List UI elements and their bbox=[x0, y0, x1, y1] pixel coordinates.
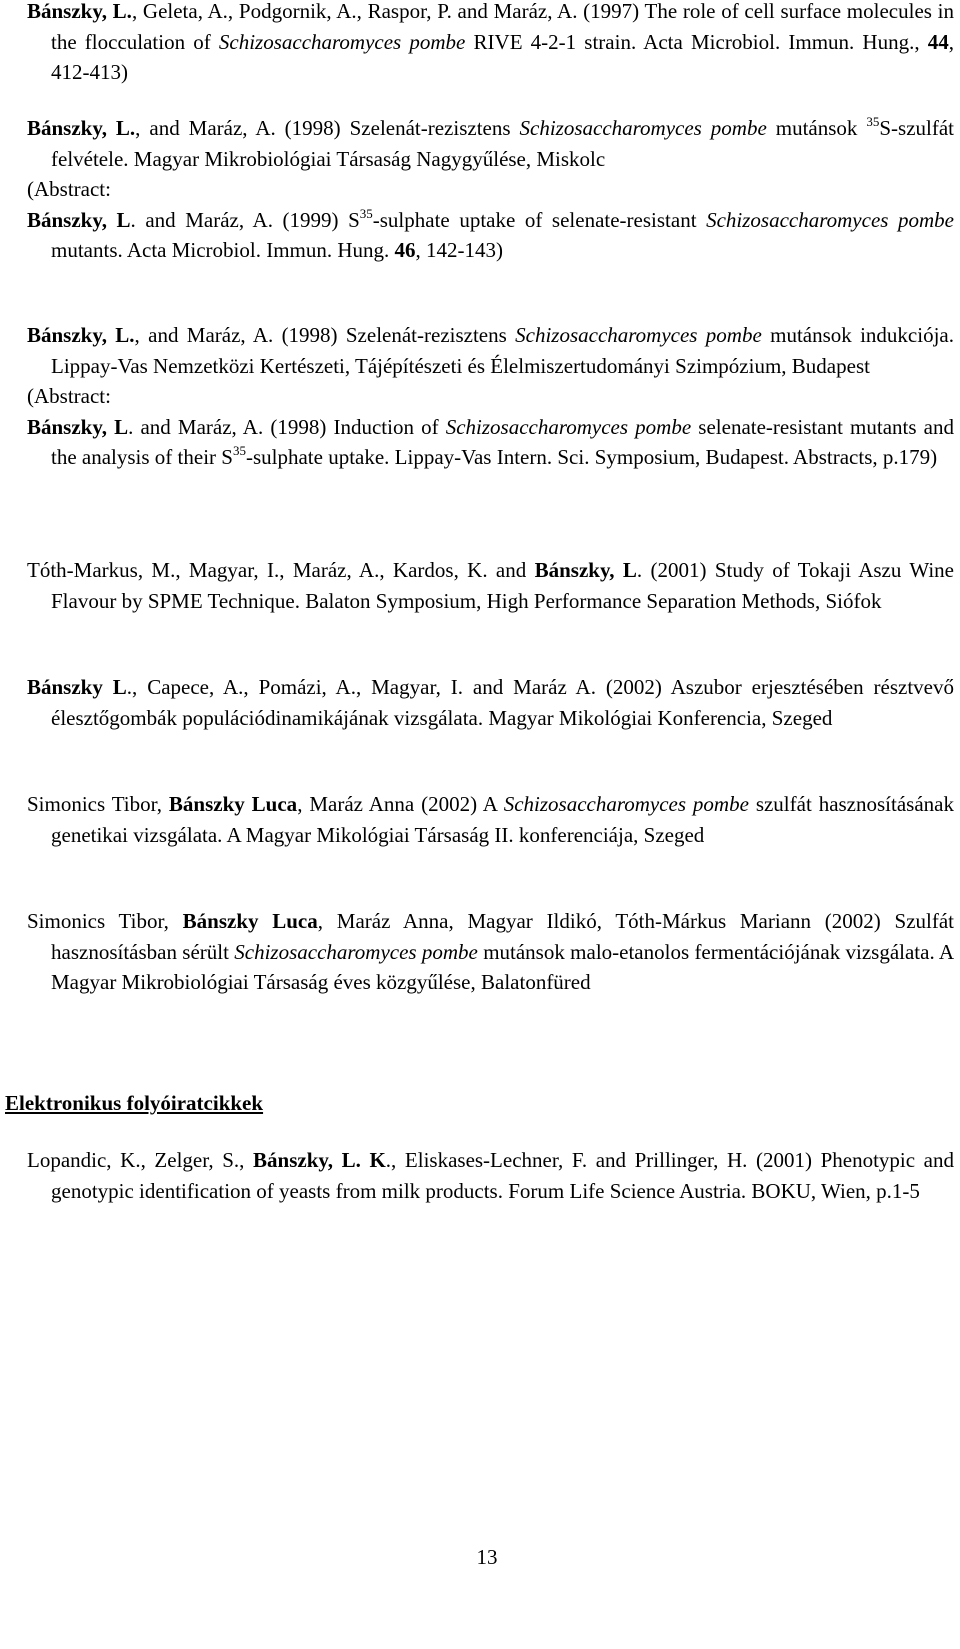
reference-7: Simonics Tibor, Bánszky Luca, Maráz Anna, Magyar Ildikó, Tóth-Márkus Mariann (2002) Szulfát hasznosításban sérült Schizosaccharomyces pombe mutánsok malo-etanolos fermentációjának vizsgálata. A Magyar Mikrobiológiai Társaság éves közgyűlése, Balatonfüred bbox=[27, 909, 955, 994]
abstract-label: (Abstract: bbox=[27, 384, 111, 408]
section-heading: Elektronikus folyóiratcikkek bbox=[5, 1091, 264, 1115]
abstract-label: (Abstract: bbox=[27, 177, 111, 201]
reference-3: Bánszky, L., and Maráz, A. (1998) Szelenát-rezisztens Schizosaccharomyces pombe mutánsok indukciója. Lippay-Vas Nemzetközi Kertészeti, Tájépítészeti és Élelmiszertudományi Szimpózium, Budapest (Abstract: Bánszky, L. and Maráz, A. (1998) Induction of Schizosaccharomyces pombe selenate-resistant mutants and the analysis of their $S^{35}$-sulphate uptake. Lippay-Vas Intern. Sci. Symposium, Budapest. Abstracts, p.179) bbox=[27, 320, 954, 473]
reference-5: Bánszky L., Capece, A., Pomázi, A., Magyar, I. and Maráz A. (2002) Aszubor erjesztésében résztvevő élesztőgombák populációdinamikájának vizsgálata. Magyar Mikológiai Konferencia, Szeged bbox=[27, 675, 954, 730]
reference-4: Tóth-Markus, M., Magyar, I., Maráz, A., Kardos, K. and Bánszky, L. (2001) Study of Tokaji Aszu Wine Flavour by SPME Technique. Balaton Symposium, High Performance Separation Methods, Siófok bbox=[27, 558, 954, 613]
reference-2: Bánszky, L., and Maráz, A. (1998) Szelenát-rezisztens Schizosaccharomyces pombe mutánsok $^{35}$S-szulfát felvétele. Magyar Mikrobiológiai Társaság Nagygyűlése, Miskolc (Abstract: Bánszky, L. and Maráz, A. (1999) $S^{35}$-sulphate uptake of selenate-resistant Schizosaccharomyces pombe mutants. Acta Microbiol. Immun. Hung. 46, 142-143) bbox=[27, 113, 954, 266]
reference-1: Bánszky, L., Geleta, A., Podgornik, A., Raspor, P. and Maráz, A. (1997) The role of cell surface molecules in the flocculation of Schizosaccharomyces pombe RIVE 4-2-1 strain. Acta Microbiol. Immun. Hung., 44, 412-413) bbox=[27, 0, 955, 84]
reference-6: Simonics Tibor, Bánszky Luca, Maráz Anna (2002) A Schizosaccharomyces pombe szulfát hasznosításának genetikai vizsgálata. A Magyar Mikológiai Társaság II. konferenciája, Szeged bbox=[27, 792, 954, 847]
page-number: 13 bbox=[476, 1545, 498, 1569]
abstract-citation: Bánszky, L. and Maráz, A. (1999) $S^{35}$-sulphate uptake of selenate-resistant Schizosaccharomyces pombe mutants. Acta Microbiol. Immun. Hung. 46, 142-143) bbox=[27, 205, 955, 262]
abstract-citation: Bánszky, L. and Maráz, A. (1998) Induction of Schizosaccharomyces pombe selenate-resistant mutants and the analysis of their $S^{35}$-sulphate uptake. Lippay-Vas Intern. Sci. Symposium, Budapest. Abstracts, p.179) bbox=[27, 414, 954, 469]
reference-8: Lopandic, K., Zelger, S., Bánszky, L. K., Eliskases-Lechner, F. and Prillinger, H. (2001) Phenotypic and genotypic identification of yeasts from milk products. Forum Life Science Austria. BOKU, Wien, p.1-5 bbox=[27, 1148, 955, 1203]
